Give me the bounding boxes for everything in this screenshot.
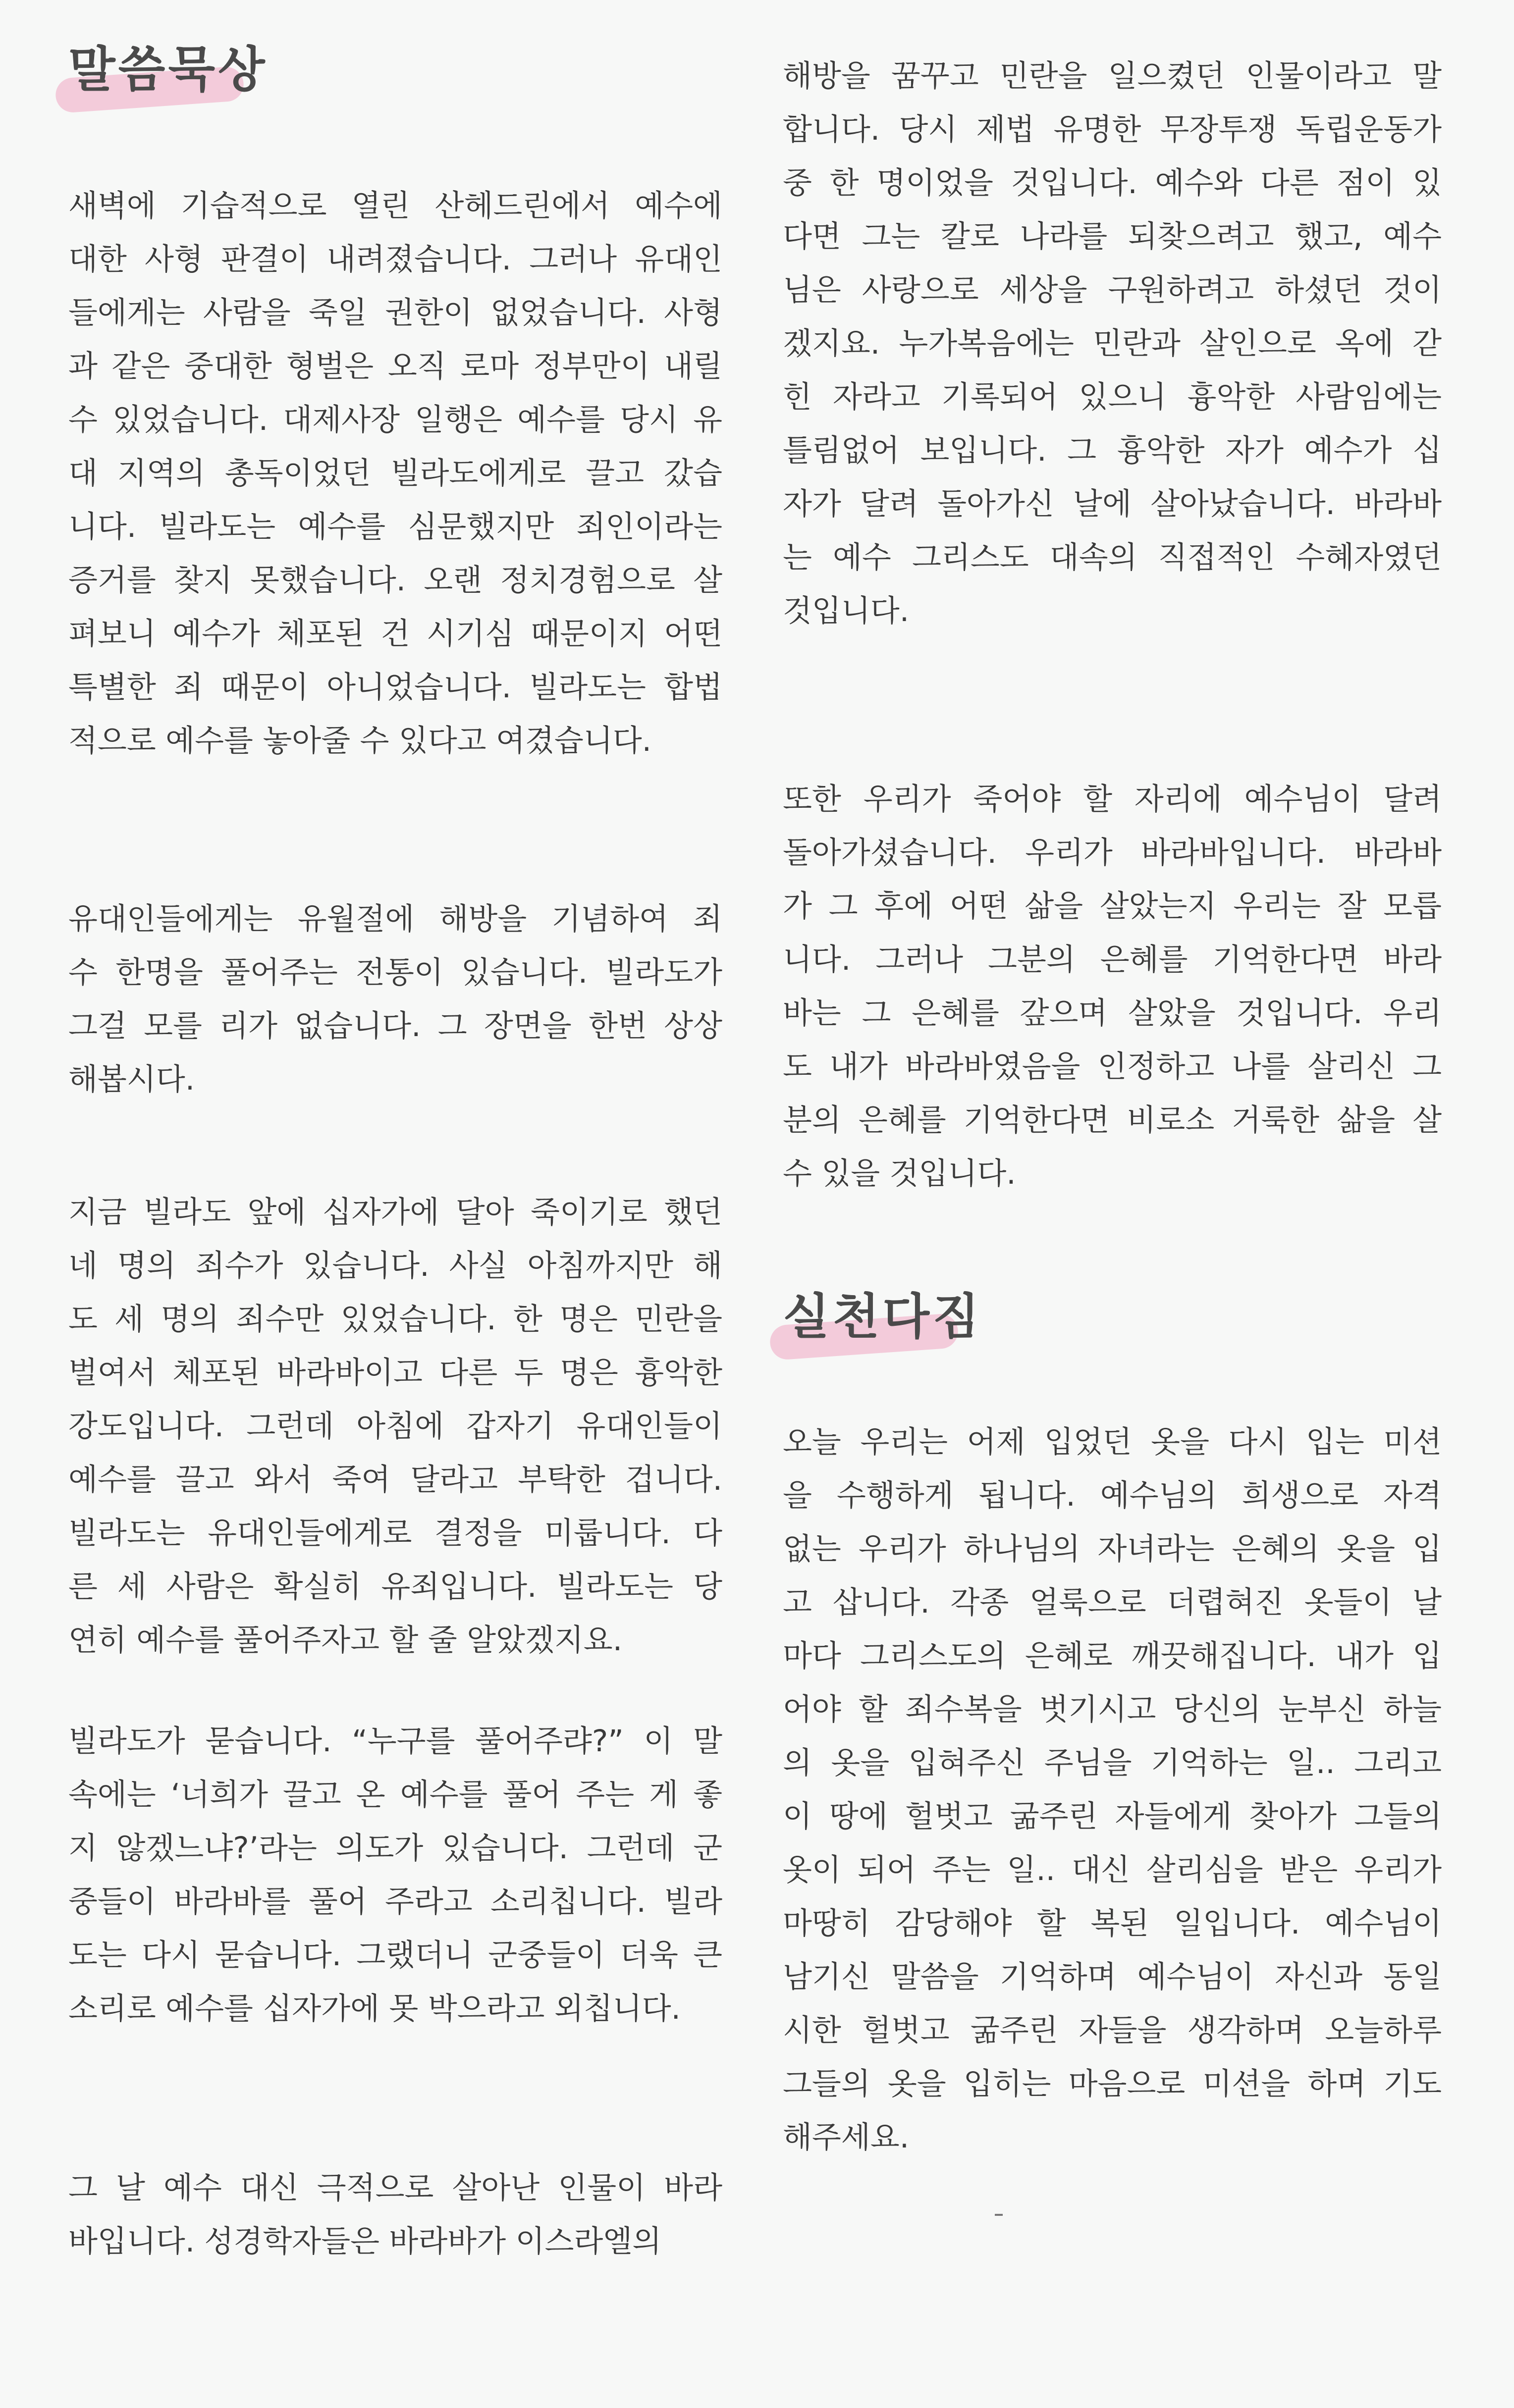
text-line: 분의 은혜를 기억한다면 비로소 거룩한 삶을 살	[783, 1102, 1442, 1138]
text-line: 빌라도가 묻습니다. “누구를 풀어주랴?” 이 말	[68, 1724, 722, 1759]
text-line: 새벽에 기습적으로 열린 산헤드린에서 예수에	[68, 188, 722, 223]
text-line: 틀림없어 보입니다. 그 흉악한 자가 예수가 십	[783, 433, 1442, 468]
text-line: 돌아가셨습니다. 우리가 바라바입니다. 바라바	[783, 835, 1442, 870]
practice-heading	[783, 1288, 982, 1345]
text-line: 유대인들에게는 유월절에 해방을 기념하여 죄	[68, 901, 722, 937]
text-line: 른 세 사람은 확실히 유죄입니다. 빌라도는 당	[68, 1569, 722, 1604]
text-line: 시한 헐벗고 굶주린 자들을 생각하며 오늘하루	[783, 2013, 1442, 2048]
text-line: 특별한 죄 때문이 아니었습니다. 빌라도는 합법	[68, 670, 722, 705]
text-line: 그들의 옷을 입히는 마음으로 미션을 하며 기도	[783, 2066, 1442, 2101]
text-line: 가 그 후에 어떤 삶을 살았는지 우리는 잘 모릅	[783, 889, 1442, 924]
paragraph	[68, 1715, 722, 2036]
text-line: 해주세요.	[783, 2120, 910, 2155]
text-line: 그걸 모를 리가 없습니다. 그 장면을 한번 상상	[68, 1008, 722, 1044]
text-line: 는 예수 그리스도 대속의 직접적인 수혜자였던	[783, 540, 1442, 575]
text-line: 겠지요. 누가복음에는 민란과 살인으로 옥에 갇	[783, 326, 1442, 361]
text-line: 빌라도는 유대인들에게로 결정을 미룹니다. 다	[68, 1516, 722, 1551]
text-line: 중 한 명이었을 것입니다. 예수와 다른 점이 있	[783, 165, 1442, 201]
text-line: 바입니다. 성경학자들은 바라바가 이스라엘의	[68, 2224, 662, 2259]
text-line: 마땅히 감당해야 할 복된 일입니다. 예수님이	[783, 1906, 1442, 1941]
text-line: 그 날 예수 대신 극적으로 살아난 인물이 바라	[68, 2170, 722, 2205]
text-line: 옷이 되어 주는 일.. 대신 살리심을 받은 우리가	[783, 1852, 1442, 1887]
text-line: 합니다. 당시 제법 유명한 무장투쟁 독립운동가	[783, 112, 1442, 147]
text-line: 또한 우리가 죽어야 할 자리에 예수님이 달려	[783, 782, 1442, 817]
text-line: 님은 사랑으로 세상을 구원하려고 하셨던 것이	[783, 272, 1442, 308]
text-line: 소리로 예수를 십자가에 못 박으라고 외칩니다.	[68, 1991, 681, 2026]
text-line: 바는 그 은혜를 갚으며 살았을 것입니다. 우리	[783, 995, 1442, 1031]
paragraph	[783, 50, 1442, 638]
text-line: 지 않겠느냐?’라는 의도가 있습니다. 그런데 군	[68, 1831, 722, 1866]
text-line: 중들이 바라바를 풀어 주라고 소리칩니다. 빌라	[68, 1884, 722, 1919]
text-line: 도는 다시 묻습니다. 그랬더니 군중들이 더욱 큰	[68, 1937, 722, 1973]
text-line: 없는 우리가 하나님의 자녀라는 은혜의 옷을 입	[783, 1531, 1442, 1567]
text-line: 의 옷을 입혀주신 주님을 기억하는 일.. 그리고	[783, 1745, 1442, 1780]
text-line: 니다. 빌라도는 예수를 심문했지만 죄인이라는	[68, 509, 722, 544]
meditation-heading-text: 말씀묵상	[68, 41, 268, 98]
text-line: 자가 달려 돌아가신 날에 살아났습니다. 바라바	[783, 486, 1442, 522]
paragraph	[783, 1415, 1442, 2164]
text-line: 이 땅에 헐벗고 굶주린 자들에게 찾아가 그들의	[783, 1799, 1442, 1834]
paragraph	[68, 892, 722, 1106]
paragraph	[68, 2161, 722, 2268]
text-line: 수 한명을 풀어주는 전통이 있습니다. 빌라도가	[68, 955, 722, 990]
text-line: 예수를 끌고 와서 죽여 달라고 부탁한 겁니다.	[68, 1462, 722, 1497]
text-line: 것입니다.	[783, 593, 910, 628]
text-line: 적으로 예수를 놓아줄 수 있다고 여겼습니다.	[68, 723, 652, 758]
text-line: 힌 자라고 기록되어 있으니 흉악한 사람임에는	[783, 379, 1442, 415]
text-line: 들에게는 사람을 죽일 권한이 없었습니다. 사형	[68, 295, 722, 330]
text-line: 어야 할 죄수복을 벗기시고 당신의 눈부신 하늘	[783, 1692, 1442, 1727]
text-line: 네 명의 죄수가 있습니다. 사실 아침까지만 해	[68, 1248, 722, 1283]
text-line: 펴보니 예수가 체포된 건 시기심 때문이지 어떤	[68, 616, 722, 651]
text-line: 마다 그리스도의 은혜로 깨끗해집니다. 내가 입	[783, 1638, 1442, 1674]
text-line: 해봅시다.	[68, 1062, 195, 1097]
text-line: 고 삽니다. 각종 얼룩으로 더렵혀진 옷들이 날	[783, 1585, 1442, 1620]
text-line: 강도입니다. 그런데 아침에 갑자기 유대인들이	[68, 1409, 722, 1444]
meditation-heading	[68, 41, 268, 98]
paragraph	[783, 773, 1442, 1201]
stray-mark	[995, 2214, 1003, 2216]
text-line: 증거를 찾지 못했습니다. 오랜 정치경험으로 살	[68, 563, 722, 598]
paragraph	[68, 179, 722, 768]
text-line: 오늘 우리는 어제 입었던 옷을 다시 입는 미션	[783, 1424, 1442, 1460]
text-line: 대한 사형 판결이 내려졌습니다. 그러나 유대인	[68, 242, 722, 277]
text-line: 을 수행하게 됩니다. 예수님의 희생으로 자격	[783, 1478, 1442, 1513]
text-line: 연히 예수를 풀어주자고 할 줄 알았겠지요.	[68, 1623, 623, 1658]
text-line: 과 같은 중대한 형벌은 오직 로마 정부만이 내릴	[68, 349, 722, 384]
text-line: 벌여서 체포된 바라바이고 다른 두 명은 흉악한	[68, 1355, 722, 1390]
text-line: 니다. 그러나 그분의 은혜를 기억한다면 바라	[783, 942, 1442, 977]
text-line: 도 내가 바라바였음을 인정하고 나를 살리신 그	[783, 1049, 1442, 1084]
text-line: 수 있었습니다. 대제사장 일행은 예수를 당시 유	[68, 402, 722, 437]
text-line: 도 세 명의 죄수만 있었습니다. 한 명은 민란을	[68, 1302, 722, 1337]
text-line: 대 지역의 총독이었던 빌라도에게로 끌고 갔습	[68, 456, 722, 491]
text-line: 수 있을 것입니다.	[783, 1156, 1016, 1191]
text-line: 해방을 꿈꾸고 민란을 일으켰던 인물이라고 말	[783, 58, 1442, 94]
paragraph	[68, 1186, 722, 1667]
practice-heading-text: 실천다짐	[783, 1288, 982, 1345]
text-line: 남기신 말씀을 기억하며 예수님이 자신과 동일	[783, 1959, 1442, 1994]
text-line: 속에는 ‘너희가 끌고 온 예수를 풀어 주는 게 좋	[68, 1777, 722, 1812]
text-line: 지금 빌라도 앞에 십자가에 달아 죽이기로 했던	[68, 1195, 722, 1230]
text-line: 다면 그는 칼로 나라를 되찾으려고 했고, 예수	[783, 219, 1442, 254]
